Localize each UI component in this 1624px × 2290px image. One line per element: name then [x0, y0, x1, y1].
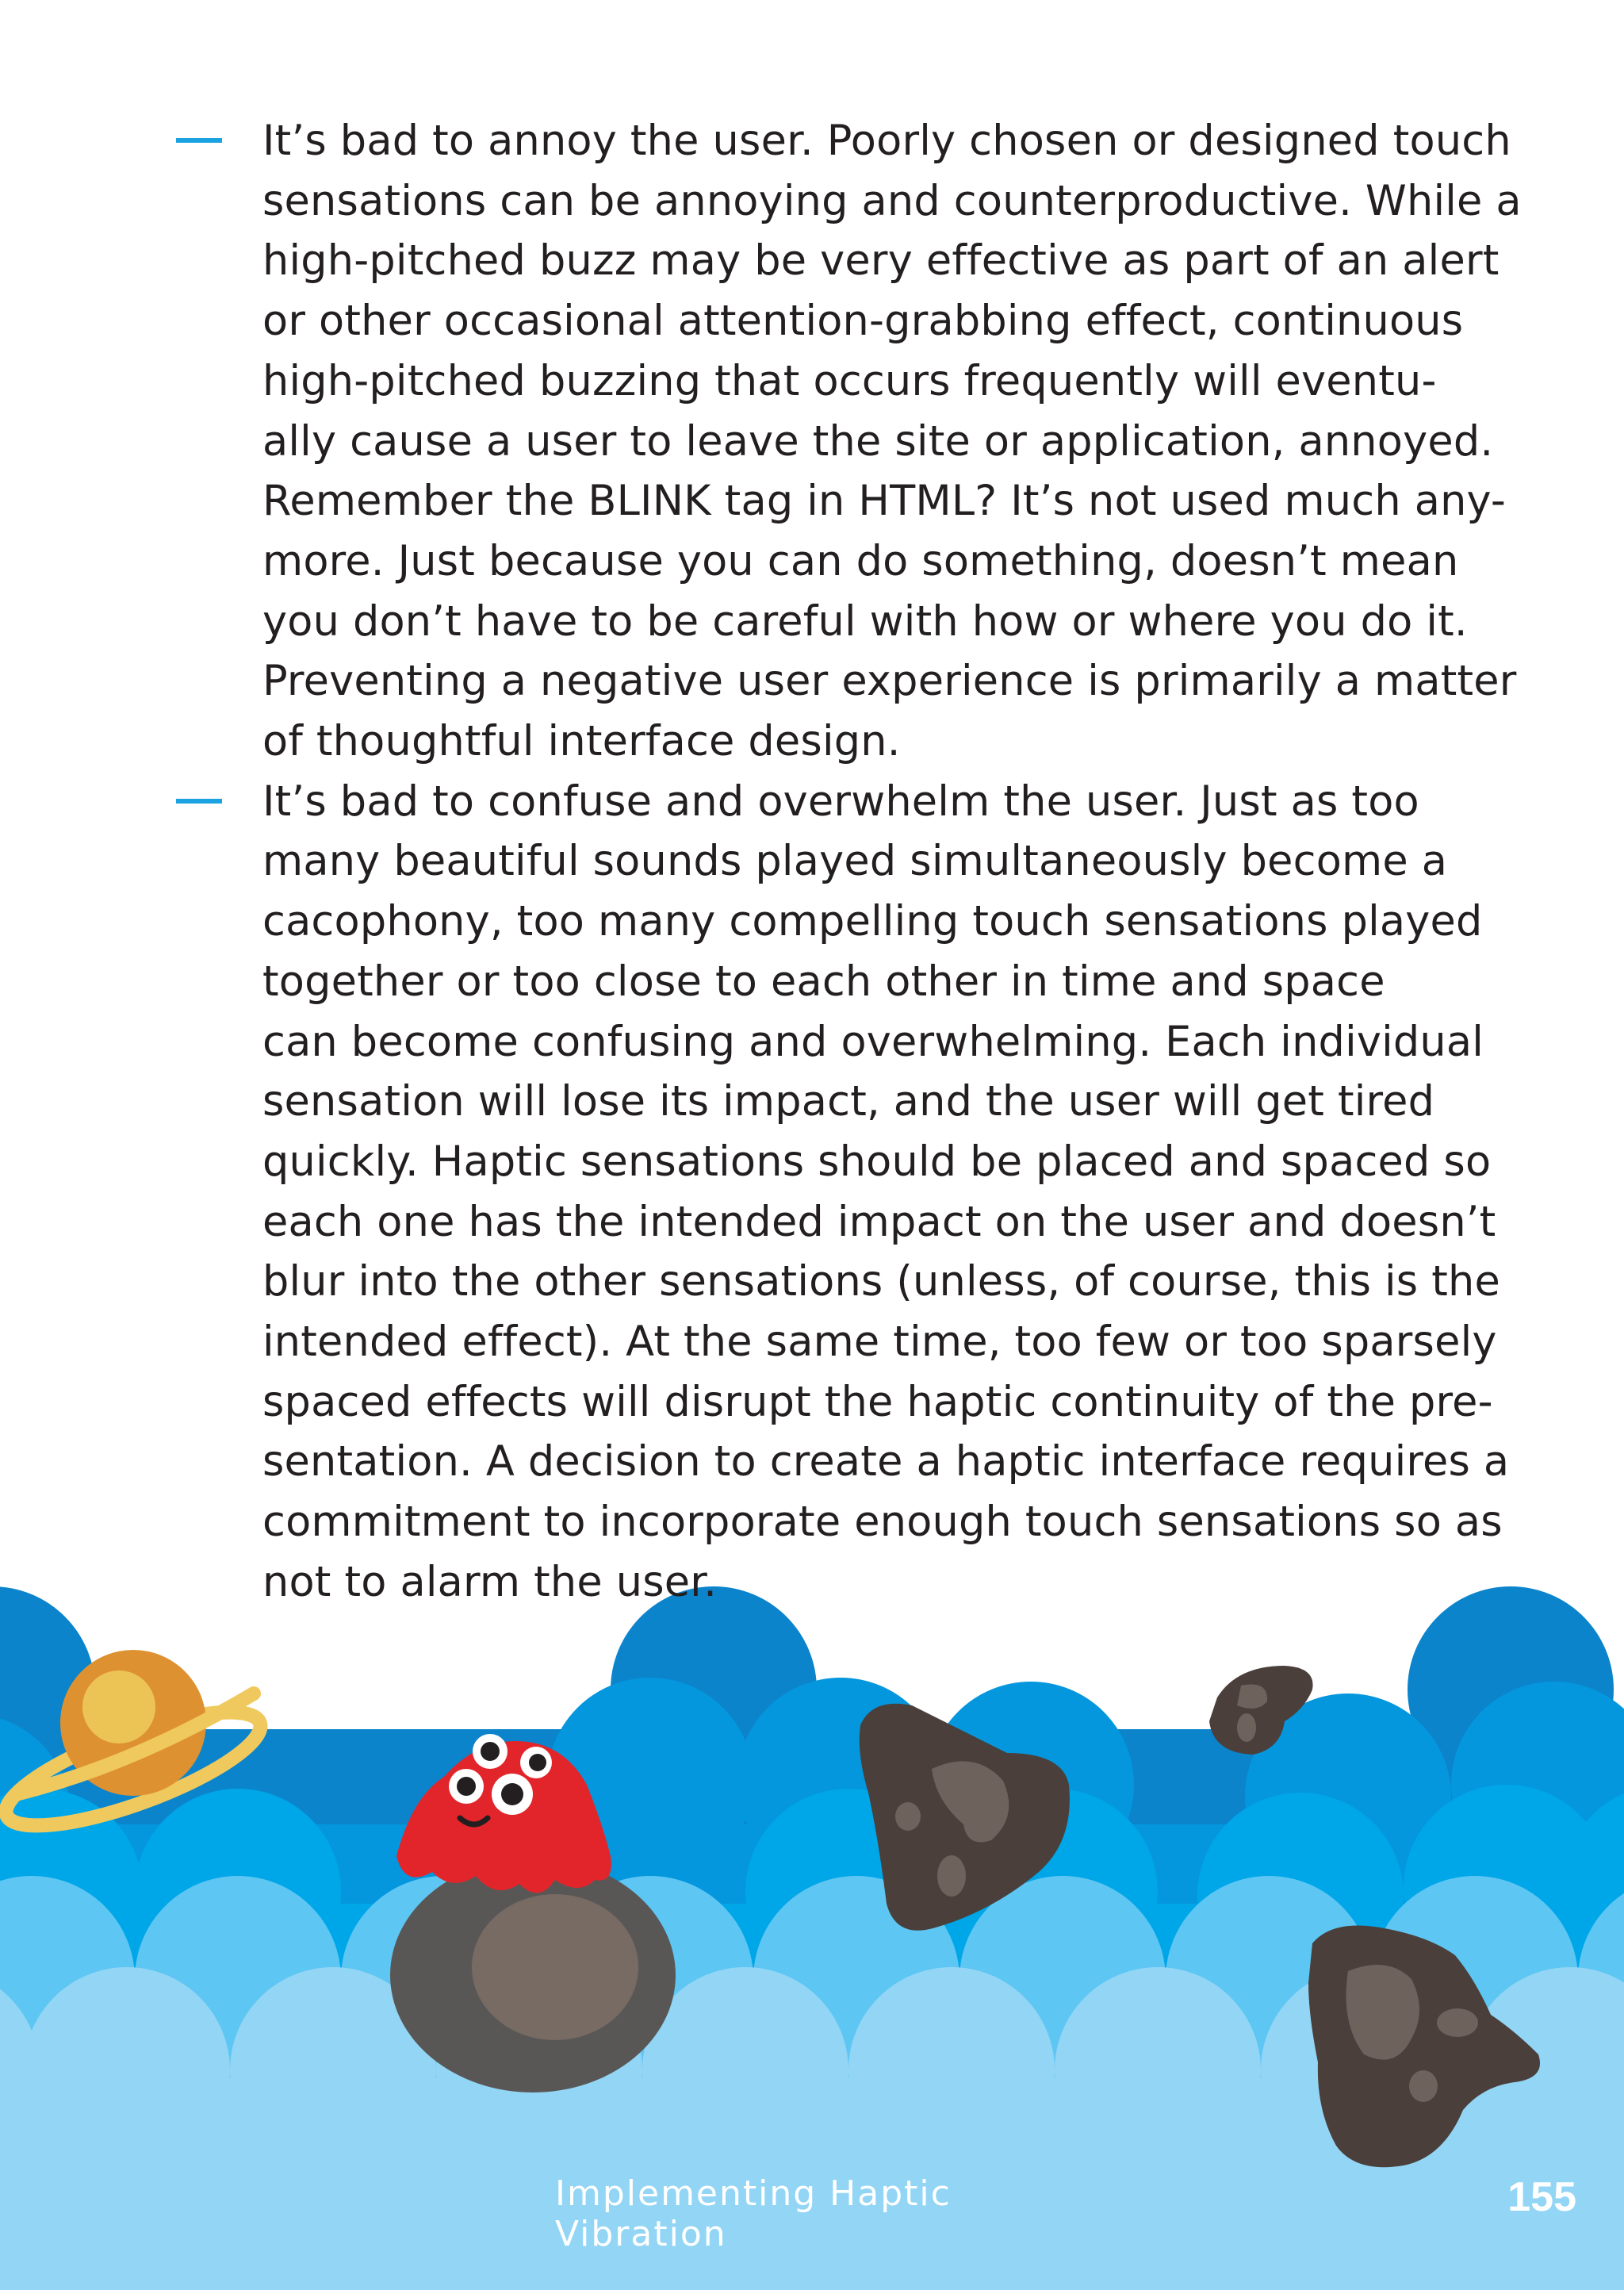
text-line: high-pitched buzzing that occurs frequently will eventu- — [262, 356, 1437, 405]
bullet-list — [0, 111, 1624, 1613]
text-line: quickly. Haptic sensations should be placed and spaced so — [262, 1137, 1492, 1186]
text-line: spaced effects will disrupt the haptic continuity of the pre- — [262, 1377, 1493, 1426]
text-line: commitment to incorporate enough touch sensations so as — [262, 1498, 1503, 1547]
bullet-dash-icon — [176, 799, 222, 804]
text-line: It’s bad to confuse and overwhelm the user. Just as too — [262, 777, 1419, 826]
text-line: can become confusing and overwhelming. Each individual — [262, 1017, 1484, 1066]
text-line: It’s bad to annoy the user. Poorly chosen or designed touch — [262, 117, 1511, 165]
bullet-item-annoy — [0, 111, 1624, 772]
text-line: sentation. A decision to create a haptic interface requires a — [262, 1437, 1510, 1486]
running-footer-title: Implementing Haptic Vibration — [555, 2173, 952, 2254]
text-line: each one has the intended impact on the user and doesn’t — [262, 1197, 1496, 1246]
text-line: blur into the other sensations (unless, of course, this is the — [262, 1257, 1500, 1306]
text-line: intended effect). At the same time, too few or too sparsely — [262, 1318, 1497, 1367]
text-line: together or too close to each other in time and space — [262, 957, 1385, 1006]
bullet-item-confuse — [0, 772, 1624, 1613]
text-line: cacophony, too many compelling touch sensations played — [262, 897, 1483, 946]
text-line: or other occasional attention-grabbing effect, continuous — [262, 297, 1464, 346]
text-line: Preventing a negative user experience is primarily a matter — [262, 657, 1517, 706]
text-line: ally cause a user to leave the site or application, annoyed. — [262, 416, 1494, 466]
monster-rock — [390, 1858, 676, 2092]
bullet-dash-icon — [176, 138, 222, 143]
text-line: sensations can be annoying and counterproductive. While a — [262, 176, 1522, 225]
text-line: more. Just because you can do something, doesn’t mean — [262, 536, 1459, 585]
text-line: of thoughtful interface design. — [262, 717, 901, 766]
text-line: high-pitched buzz may be very effective as part of an alert — [262, 236, 1500, 286]
page-number: 155 — [1507, 2174, 1576, 2220]
text-line: Remember the BLINK tag in HTML? It’s not used much any- — [262, 477, 1507, 526]
text-line: sensation will lose its impact, and the user will get tired — [262, 1077, 1435, 1126]
text-line: many beautiful sounds played simultaneously become a — [262, 837, 1448, 886]
text-line: you don’t have to be careful with how or where you do it. — [262, 596, 1468, 646]
text-line: not to alarm the user. — [262, 1557, 718, 1606]
